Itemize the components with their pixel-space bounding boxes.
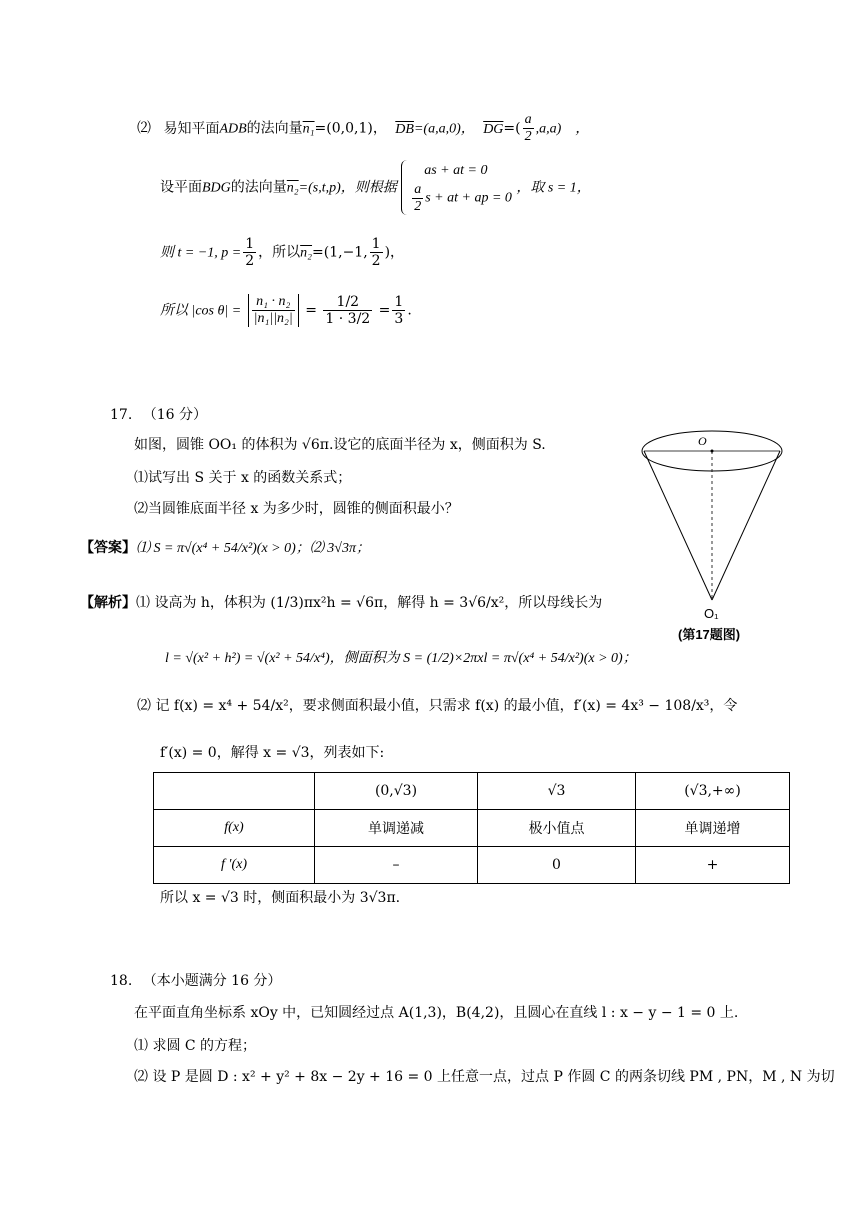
text: = <box>305 302 317 319</box>
q17-conclusion: 所以 x = √3 时，侧面积最小为 3√3π. <box>160 890 401 906</box>
fraction: $\frac{a}{2}$ <box>524 112 532 144</box>
abs-fraction: $\frac{\text{n₁ · n₂}}{\text{|n₁||n₂|}}$ <box>248 294 299 327</box>
paren: =( <box>503 120 521 137</box>
vector-n2: n₂ <box>300 245 313 261</box>
table-row <box>154 847 790 884</box>
question-number: 18. <box>110 973 133 989</box>
vector-n2: n₂ <box>286 180 299 196</box>
vector-n1: n₁ <box>302 121 315 137</box>
figure-caption: (第17题图) <box>678 627 741 642</box>
q16-part2-line3 <box>160 236 404 269</box>
q16-part2-line4 <box>160 294 412 327</box>
q18-sub2: ⑵ 设 P 是圆 D : x² + y² + 8x − 2y + 16 = 0 上任意一点，过点 P 作圆 C 的两条切线 PM , PN，M , N 为切 <box>134 1069 835 1085</box>
question-number: 17. <box>110 407 133 423</box>
q17-sub2: ⑵当圆锥底面半径 x 为多少时，圆锥的侧面积最小？ <box>134 501 459 517</box>
cone-top-label: O <box>698 434 707 448</box>
q17-analysis-3: ⑵ 记 f(x) = x⁴ + 54/x²，要求侧面积最小值，只需求 f(x) 的最小值，f′(x) = 4x³ − 108/x³，令 <box>137 698 738 714</box>
q17-sub1: ⑴试写出 S 关于 x 的函数关系式； <box>134 470 352 486</box>
q16-part2-line1 <box>137 112 589 145</box>
fraction: $\frac{1/2}{1 \cdot 3/2}$ <box>325 294 371 327</box>
cone-bottom-label: O₁ <box>704 606 719 621</box>
vector-value: =(0,0,1)， <box>314 120 387 137</box>
q17-analysis-1 <box>80 592 602 612</box>
part-label: ⑵ <box>137 120 151 137</box>
table-cell: 极小值点 <box>478 810 636 847</box>
text: 则 t = −1, p = <box>160 245 242 261</box>
analysis-text: ⑴ 设高为 h，体积为 (1/3)πx²h = √6π，解得 h = 3√6/x²，所以母线长为 <box>136 595 603 611</box>
vector-value: =(s,t,p)，则根据 <box>298 180 397 196</box>
fraction: $\frac{1}{2}$ <box>371 236 381 269</box>
fraction: $\frac{1}{2}$ <box>245 236 255 269</box>
text: ，所以 <box>258 244 301 261</box>
equation: $\frac{a}{2}$ s + at + ap = 0 <box>414 182 512 214</box>
plane-name: ADB <box>219 121 247 137</box>
q17-analysis-2: l = √(x² + h²) = √(x² + 54/x⁴)，侧面积为 S = (1/2)×2πxl = π√(x⁴ + 54/x²)(x > 0)； <box>165 651 637 666</box>
text: ，取 s = 1， <box>516 180 591 196</box>
table-cell: f ′(x) <box>154 847 315 884</box>
q17-intro: 如图，圆锥 OO₁ 的体积为 √6π.设它的底面半径为 x，侧面积为 S. <box>134 437 546 453</box>
equation: as + at = 0 <box>424 163 488 178</box>
q16-part2-line2 <box>160 160 591 215</box>
q18-sub1: ⑴ 求圆 C 的方程； <box>134 1038 257 1054</box>
q17-header <box>110 404 207 424</box>
vector-db: $\overline{DB}$ <box>395 121 414 137</box>
text: . <box>407 302 412 319</box>
q17-analysis-4: f′(x) = 0，解得 x = √3，列表如下: <box>160 745 385 761</box>
table-cell: 单调递减 <box>315 810 478 847</box>
text: = <box>378 302 391 319</box>
vector-dg: $\overline{DG}$ <box>483 121 504 137</box>
table-cell: √3 <box>478 773 636 810</box>
monotonicity-table <box>153 772 790 884</box>
question-score: （16 分） <box>142 407 207 423</box>
cone-figure <box>640 428 790 642</box>
answer-label: 【答案】 <box>80 540 136 556</box>
vector-value: =(a,a,0)， <box>413 121 475 137</box>
table-row <box>154 810 790 847</box>
table-cell: – <box>315 847 478 884</box>
text: 所以 |cos θ| = <box>160 303 242 319</box>
text: 的法向量 <box>246 120 303 137</box>
equation-system <box>401 160 512 215</box>
vector-value: )， <box>384 244 405 261</box>
table-header-row <box>154 773 790 810</box>
table-cell: 单调递增 <box>636 810 790 847</box>
text: 设平面 <box>160 179 202 196</box>
table-cell: f(x) <box>154 810 315 847</box>
table-cell: (0,√3) <box>315 773 478 810</box>
q17-answer <box>80 537 370 557</box>
table-cell: + <box>636 847 790 884</box>
analysis-label: 【解析】 <box>80 595 136 611</box>
plane-name: BDG <box>202 180 231 196</box>
vector-value: ,a,a) ， <box>535 121 590 137</box>
question-score: （本小题满分 16 分） <box>142 973 282 989</box>
table-cell <box>154 773 315 810</box>
text: 的法向量 <box>230 179 287 196</box>
vector-value: =(1,−1, <box>312 244 368 261</box>
q18-header <box>110 970 281 990</box>
fraction: $\frac{1}{3}$ <box>394 294 404 327</box>
text: 易知平面 <box>163 120 220 137</box>
q18-intro: 在平面直角坐标系 xOy 中，已知圆经过点 A(1,3)，B(4,2)，且圆心在直线 l : x − y − 1 = 0 上. <box>134 1005 739 1021</box>
table-cell: 0 <box>478 847 636 884</box>
table-cell: (√3,+∞) <box>636 773 790 810</box>
answer-text: ⑴ S = π√(x⁴ + 54/x²)(x > 0)；⑵ 3√3π； <box>136 541 370 556</box>
